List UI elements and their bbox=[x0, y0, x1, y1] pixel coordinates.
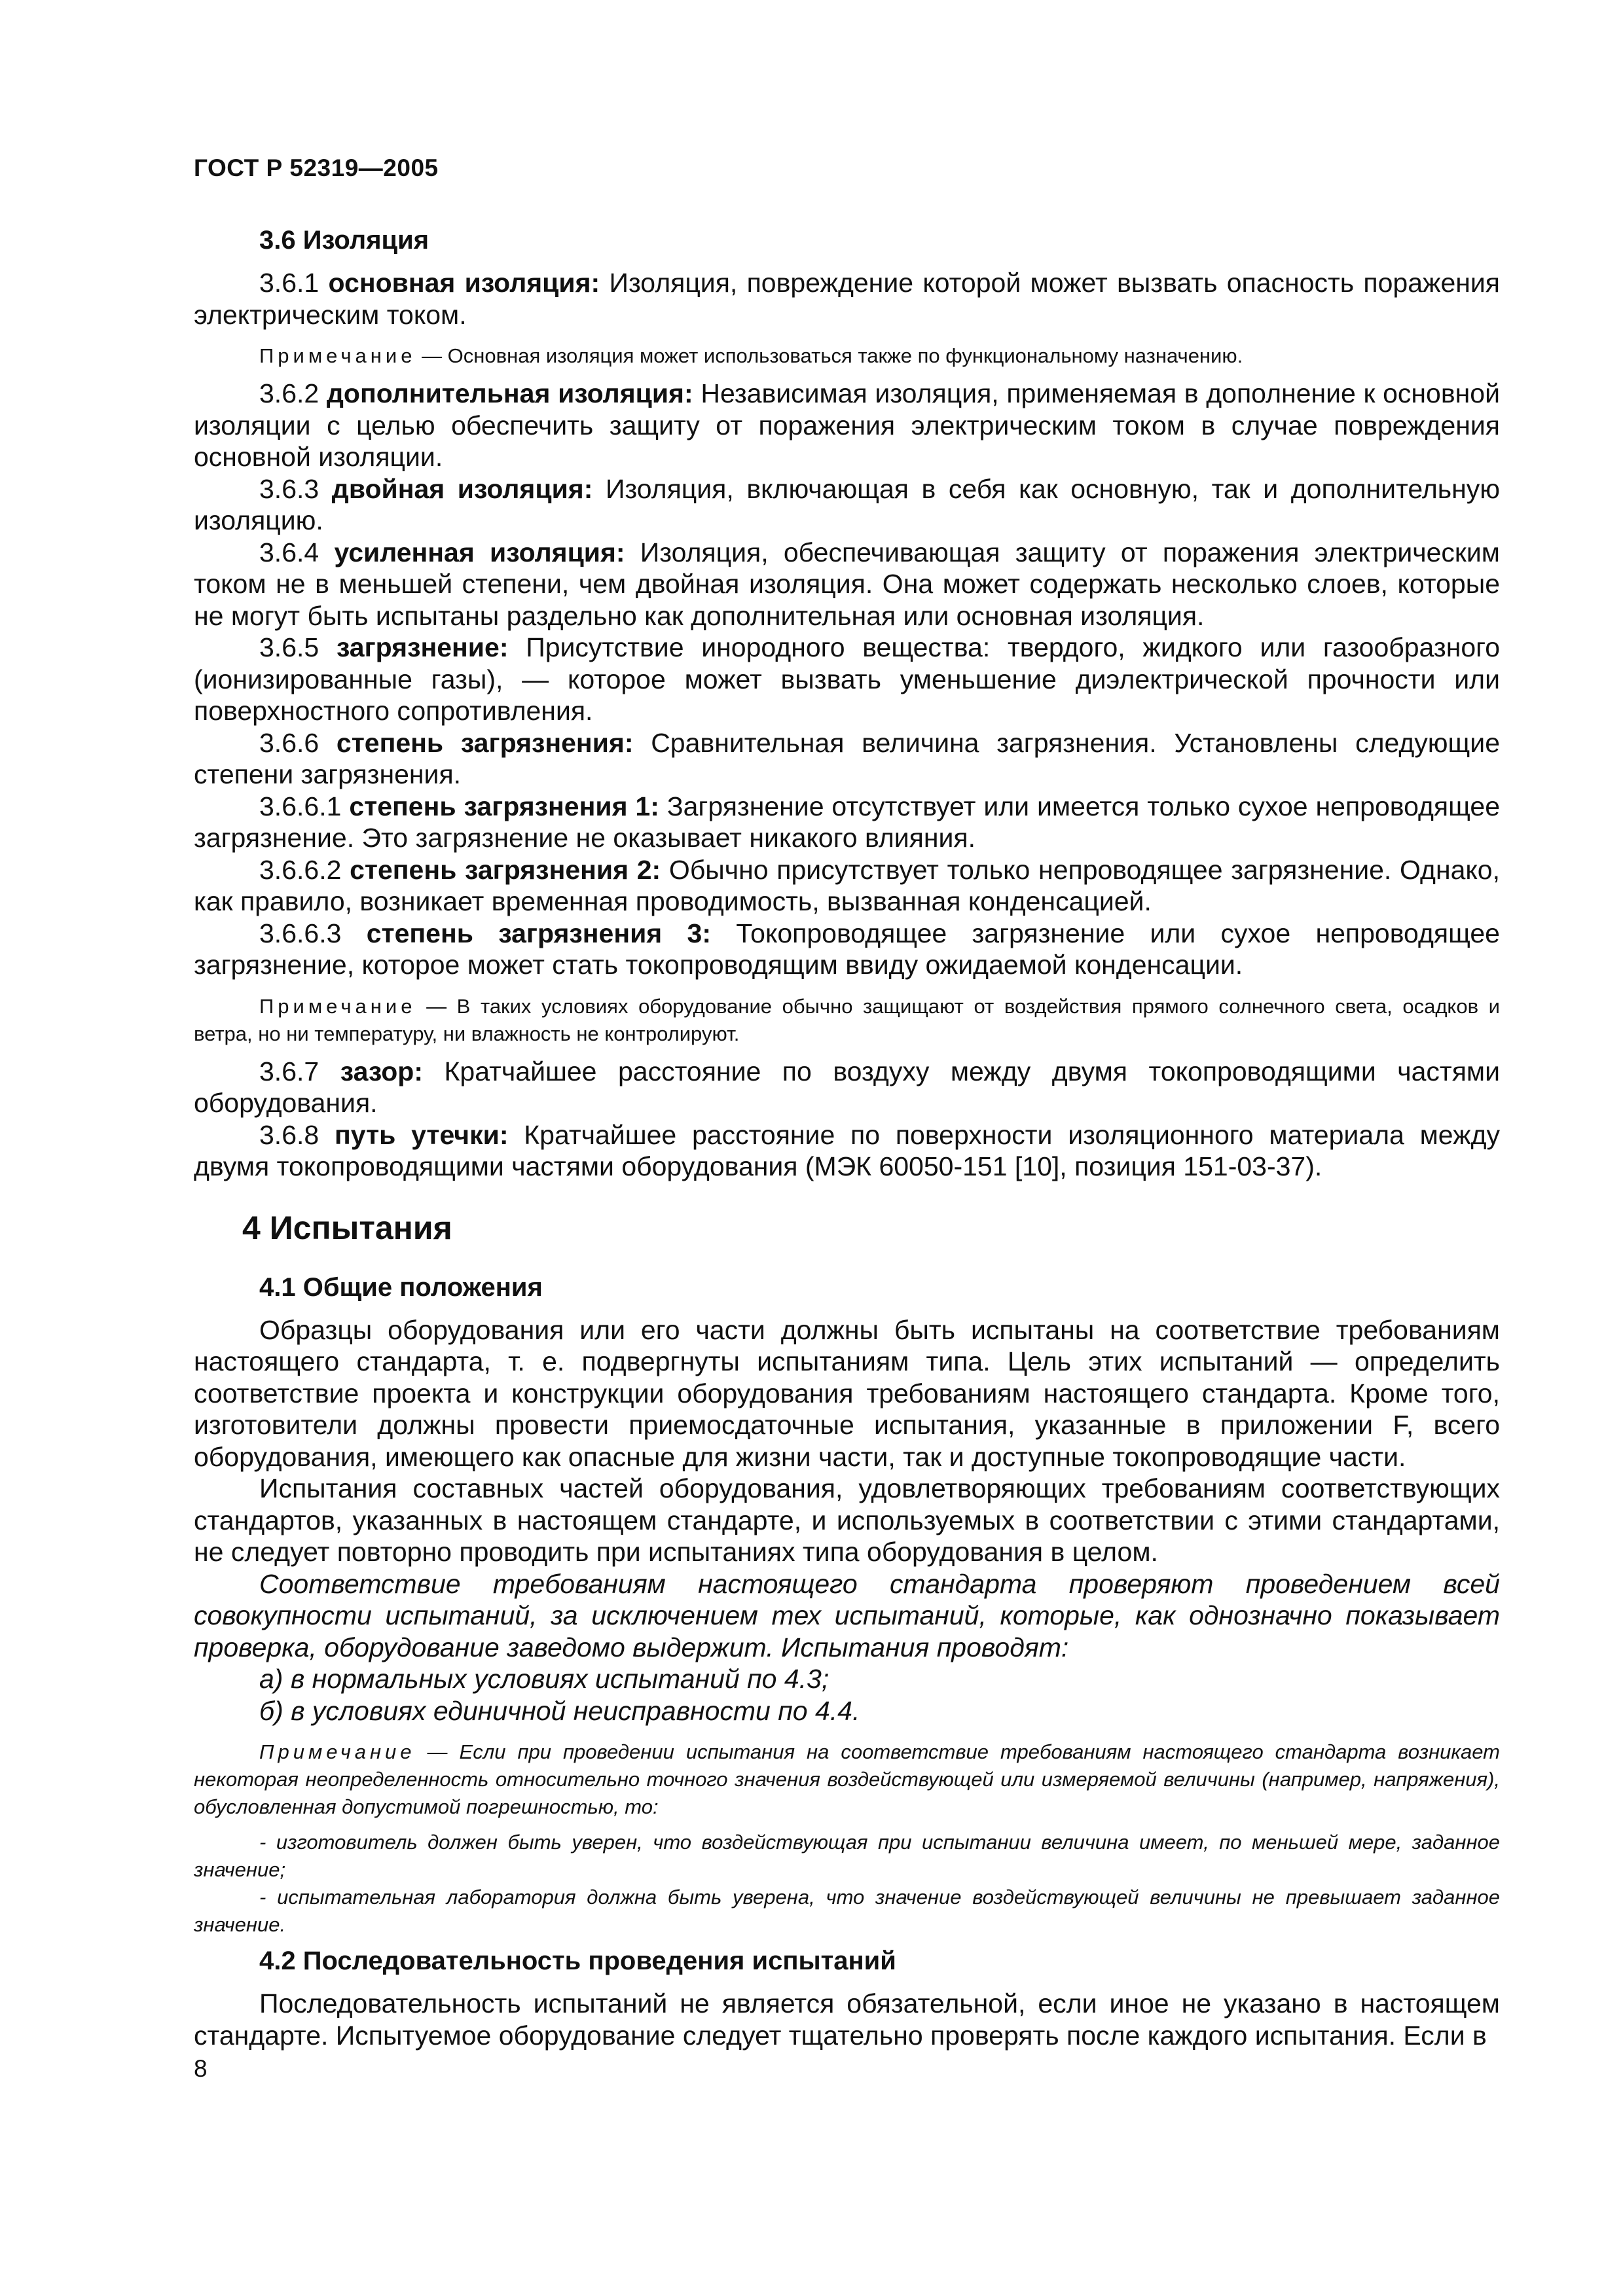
note-3-item-1: - изготовитель должен быть уверен, что воздействующая при испытании величина имеет, по меньшей мере, заданное значение; bbox=[194, 1831, 1500, 1881]
page-number: 8 bbox=[194, 2055, 208, 2082]
clause-3-6-2: 3.6.2 дополнительная изоляция: Независимая изоляция, применяемая в дополнение к основной изоляции с целью обеспечить защиту от поражения электрическим током в случае повреждения основной изоляции. bbox=[194, 378, 1500, 472]
note-3-item-2: - испытательная лаборатория должна быть уверена, что значение воздействующей величины не превышает заданное значение. bbox=[194, 1886, 1500, 1936]
clause-3-6-6-1: 3.6.6.1 степень загрязнения 1: Загрязнение отсутствует или имеется только сухое непроводящее загрязнение. Это загрязнение не оказывает никакого влияния. bbox=[194, 791, 1500, 853]
note-3: Примечание — Если при проведении испытания на соответствие требованиям настоящего стандарта возникает некоторая неопределенность относительно точного значения воздействующей или измеряемой величины (например, напряжения), обусловленная допустимой погрешностью, то: bbox=[194, 1740, 1500, 1818]
list-item-a: а) в нормальных условиях испытаний по 4.3; bbox=[259, 1664, 830, 1694]
paragraph-4-1-3: Соответствие требованиям настоящего стандарта проверяют проведением всей совокупности испытаний, за исключением тех испытаний, которые, как однозначно показывает проверка, оборудование заведомо выдержит. Испытания проводят: bbox=[194, 1568, 1500, 1662]
note-1: Примечание — Основная изоляция может использоваться также по функциональному назначению. bbox=[259, 344, 1243, 367]
clause-3-6-6: 3.6.6 степень загрязнения: Сравнительная величина загрязнения. Установлены следующие степени загрязнения. bbox=[194, 727, 1500, 789]
paragraph-4-2-1: Последовательность испытаний не является обязательной, если иное не указано в настоящем стандарте. Испытуемое оборудование следует тщательно проверять после каждого испытания. Если в bbox=[194, 1988, 1500, 2051]
section-heading-4-1: 4.1 Общие положения bbox=[259, 1272, 543, 1302]
paragraph-4-1-2: Испытания составных частей оборудования, удовлетворяющих требованиям соответствующих стандартов, указанных в настоящем стандарте, и используемых в соответствии с этими стандартами, не следует повторно проводить при испытаниях типа оборудования в целом. bbox=[194, 1473, 1500, 1567]
list-item-b: б) в условиях единичной неисправности по 4.4. bbox=[259, 1695, 860, 1726]
paragraph-4-1-1: Образцы оборудования или его части должны быть испытаны на соответствие требованиям настоящего стандарта, т. е. подвергнуты испытаниям типа. Цель этих испытаний — определить соответствие проекта и конструкции оборудования требованиям настоящего стандарта. Кроме того, изготовители должны провести приемосдаточные испытания, указанные в приложении F, всего оборудования, имеющего как опасные для жизни части, так и доступные токопроводящие части. bbox=[194, 1314, 1500, 1472]
clause-3-6-4: 3.6.4 усиленная изоляция: Изоляция, обеспечивающая защиту от поражения электрическим током не в меньшей степени, чем двойная изоляция. Она может содержать несколько слоев, которые не могут быть испытаны раздельно как дополнительная или основная изоляция. bbox=[194, 537, 1500, 631]
clause-3-6-8: 3.6.8 путь утечки: Кратчайшее расстояние по поверхности изоляционного материала между двумя токопроводящими частями оборудования (МЭК 60050-151 [10], позиция 151-03-37). bbox=[194, 1119, 1500, 1181]
section-heading-3-6: 3.6 Изоляция bbox=[259, 226, 429, 255]
page-body bbox=[194, 226, 1500, 2051]
clause-3-6-6-3: 3.6.6.3 степень загрязнения 3: Токопроводящее загрязнение или сухое непроводящее загрязнение, которое может стать токопроводящим ввиду ожидаемой конденсации. bbox=[194, 918, 1500, 980]
clause-3-6-3: 3.6.3 двойная изоляция: Изоляция, включающая в себя как основную, так и дополнительную изоляцию. bbox=[194, 473, 1500, 535]
clause-3-6-6-2: 3.6.6.2 степень загрязнения 2: Обычно присутствует только непроводящее загрязнение. Однако, как правило, возникает временная проводимость, вызванная конденсацией. bbox=[194, 854, 1500, 916]
section-heading-4-2: 4.2 Последовательность проведения испытаний bbox=[259, 1946, 896, 1975]
clause-3-6-7: 3.6.7 зазор: Кратчайшее расстояние по воздуху между двумя токопроводящими частями оборудования. bbox=[194, 1056, 1500, 1118]
section-heading-4: 4 Испытания bbox=[242, 1209, 452, 1246]
clause-3-6-5: 3.6.5 загрязнение: Присутствие инородного вещества: твердого, жидкого или газообразного (ионизированные газы), — которое может вызвать уменьшение диэлектрической прочности или поверхностного сопротивления. bbox=[194, 632, 1500, 726]
note-2: Примечание — В таких условиях оборудование обычно защищают от воздействия прямого солнечного света, осадков и ветра, но ни температуру, ни влажность не контролируют. bbox=[194, 994, 1500, 1045]
clause-3-6-1: 3.6.1 основная изоляция: Изоляция, повреждение которой может вызвать опасность поражения электрическим током. bbox=[194, 268, 1500, 330]
document-id: ГОСТ Р 52319—2005 bbox=[194, 154, 439, 181]
